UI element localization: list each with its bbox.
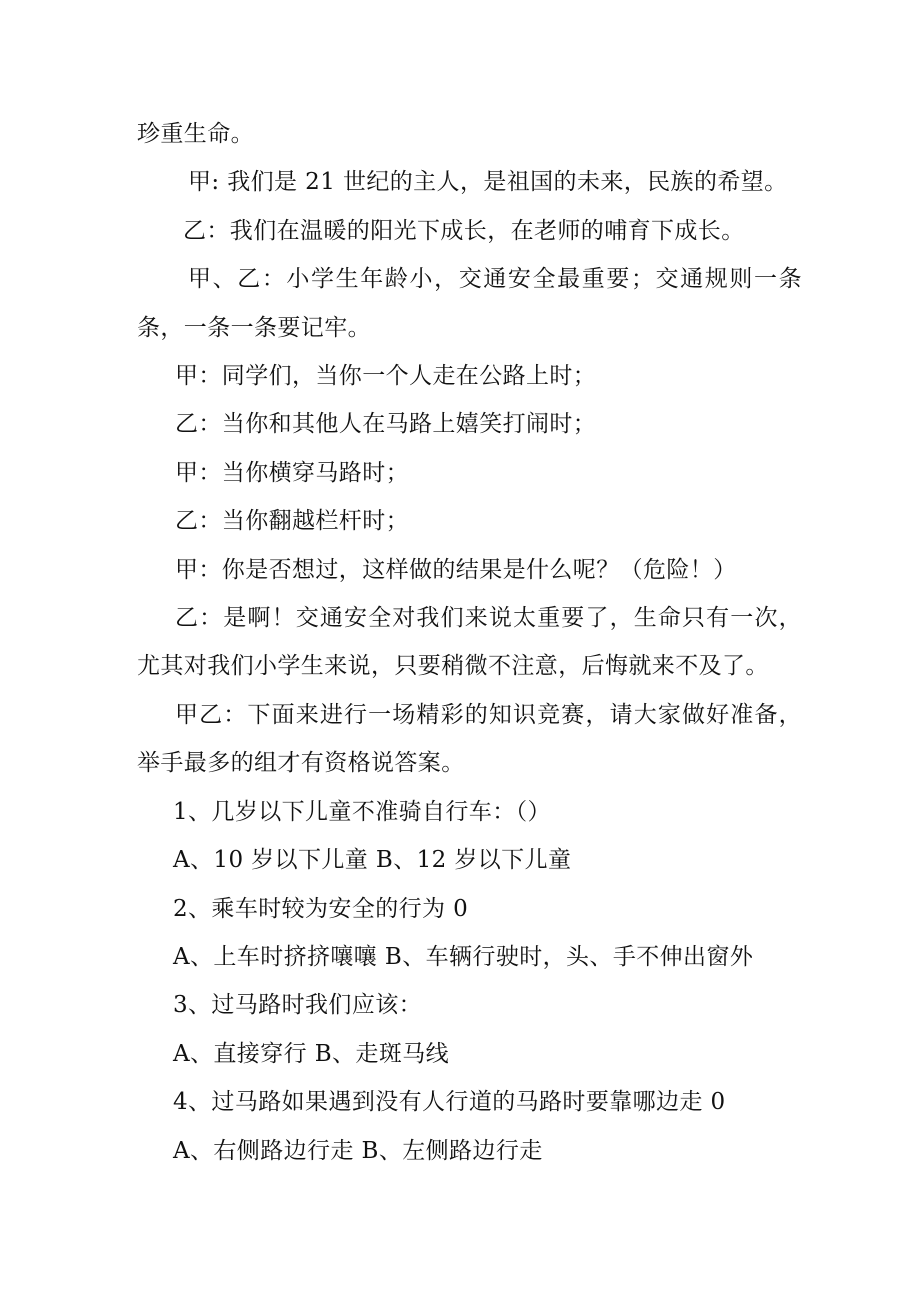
question-2: 2、乘车时较为安全的行为 0 <box>173 895 469 922</box>
paragraph-2: 甲: 我们是 21 世纪的主人，是祖国的未来，民族的希望。 <box>188 169 788 196</box>
question-4: 4、过马路如果遇到没有人行道的马路时要靠哪边走 0 <box>173 1089 726 1116</box>
paragraph-3: 乙：我们在温暖的阳光下成长，在老师的哺育下成长。 <box>183 217 745 244</box>
question-1-options: A、10 岁以下儿童 B、12 岁以下儿童 <box>173 847 572 874</box>
paragraph-10: 乙：是啊！交通安全对我们来说太重要了，生命只有一次，尤其对我们小学生来说，只要稍微不注意，后悔就来不及了。 <box>137 605 802 680</box>
document-body <box>137 110 802 1175</box>
question-1: 1、几岁以下儿童不准骑自行车：（） <box>173 798 551 825</box>
question-4-options: A、右侧路边行走 B、左侧路边行走 <box>173 1137 543 1164</box>
paragraph-8: 乙：当你翻越栏杆时； <box>175 508 409 535</box>
paragraph-6: 乙：当你和其他人在马路上嬉笑打闹时； <box>175 411 597 438</box>
paragraph-7: 甲：当你横穿马路时； <box>175 459 409 486</box>
paragraph-5: 甲：同学们，当你一个人走在公路上时； <box>175 363 597 390</box>
question-3-options: A、直接穿行 B、走斑马线 <box>173 1040 450 1067</box>
question-3: 3、过马路时我们应该： <box>173 992 423 1019</box>
question-2-options: A、上车时挤挤嚷嚷 B、车辆行驶时，头、手不伸出窗外 <box>173 943 754 970</box>
paragraph-1: 珍重生命。 <box>137 121 254 147</box>
paragraph-11: 甲乙：下面来进行一场精彩的知识竞赛，请大家做好准备，举手最多的组才有资格说答案。 <box>137 701 802 777</box>
paragraph-4: 甲、乙：小学生年龄小，交通安全最重要；交通规则一条条，一条一条要记牢。 <box>137 266 802 341</box>
paragraph-9: 甲：你是否想过，这样做的结果是什么呢？（危险！） <box>175 556 737 583</box>
